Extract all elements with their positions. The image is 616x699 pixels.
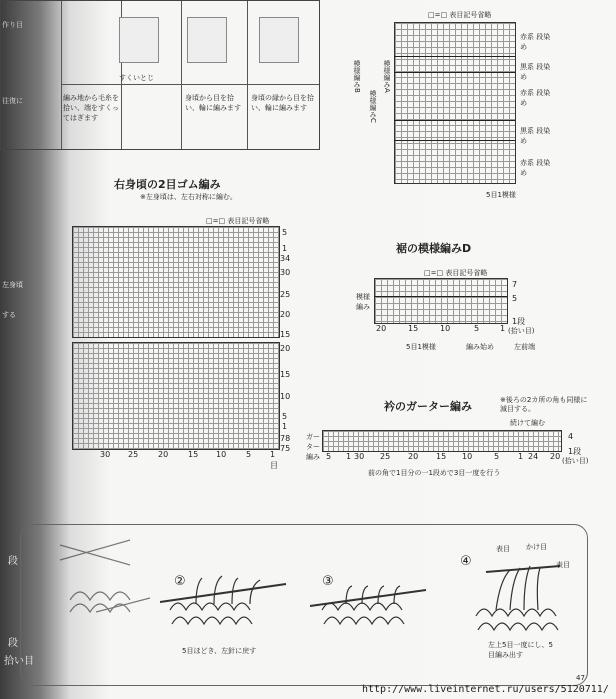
annotation: 赤系 段染め — [520, 89, 551, 107]
tick: 1 — [346, 452, 352, 461]
tick: 1 — [500, 324, 506, 333]
tick: 10 — [440, 324, 451, 333]
tick: 78 — [280, 434, 291, 443]
tick: 1段 — [568, 447, 582, 456]
tick: 1 — [518, 452, 524, 461]
margin-label: する — [2, 311, 16, 319]
tick: 10 — [280, 392, 291, 401]
chart-legend: □=□ 表目記号省略 — [206, 217, 270, 225]
table-text: 身頃の縁から目を拾い、輪に編みます — [251, 94, 314, 112]
tick: 5 — [326, 452, 332, 461]
step2-illustration — [160, 576, 286, 624]
step-number: ③ — [322, 574, 334, 589]
source-url: http://www.liveinternet.ru/users/5120711/ — [362, 684, 609, 695]
vertical-label: 模様編みC — [369, 90, 377, 123]
tick: 15 — [436, 452, 447, 461]
step-label: 表目 — [496, 545, 510, 553]
chart-note: ※後ろの2カ所の角も同様に減目する。 — [500, 396, 588, 413]
table-text: 編み地から毛糸を拾い、端をすくってはぎます — [63, 94, 119, 122]
chart-legend: □=□ 表目記号省略 — [424, 269, 488, 277]
annotation: 黒系 段染め — [520, 127, 551, 145]
tick: 24 — [528, 452, 539, 461]
annotation: 黒系 段染め — [520, 63, 551, 81]
chart-legend: □=□ 表目記号省略 — [428, 11, 492, 19]
tick: 5 — [494, 452, 500, 461]
step-number: ④ — [460, 554, 472, 569]
tick: 25 — [280, 290, 291, 299]
chart-title: 裾の模様編みD — [396, 242, 472, 255]
margin-label: 段 — [8, 638, 18, 649]
table-caption: すくいとじ — [119, 74, 154, 82]
tick: 1 — [282, 244, 288, 253]
tick: 15 — [280, 330, 291, 339]
margin-label: 作り目 — [2, 21, 23, 29]
tick: 34 — [280, 254, 291, 263]
tick: 1 — [282, 422, 288, 431]
tick: 20 — [550, 452, 561, 461]
tick: 1段 — [512, 317, 526, 326]
tick: 5 — [282, 412, 288, 421]
tick: 25 — [128, 450, 139, 459]
tick: 5 — [282, 228, 288, 237]
step-label: かけ目 — [526, 543, 547, 551]
tick: 目 — [270, 461, 278, 470]
side-label: ガーター編み — [306, 433, 320, 461]
bottom-label: 5目1模様 — [406, 343, 436, 351]
bottom-label: 5目1模様 — [486, 191, 516, 199]
tick: 20 — [280, 344, 291, 353]
tick: 5 — [246, 450, 252, 459]
tick: 5 — [512, 294, 518, 303]
tick: 20 — [158, 450, 169, 459]
step-number: ② — [174, 574, 186, 589]
tick: 15 — [188, 450, 199, 459]
tick: 20 — [376, 324, 387, 333]
top-label: 続けて編む — [510, 419, 545, 427]
step-label: 表目 — [556, 561, 570, 569]
tick: 15 — [280, 370, 291, 379]
margin-label: 段 — [8, 556, 18, 567]
annotation: 赤系 段染め — [520, 159, 551, 177]
chart-title: 右身頃の2目ゴム編み — [114, 178, 221, 191]
bottom-label: 左前端 — [514, 343, 535, 351]
chart-subtitle: ※左身頃は、左右対称に編む。 — [140, 193, 237, 201]
tick: 75 — [280, 444, 291, 453]
tick: 30 — [280, 268, 291, 277]
margin-label: 左身頃 — [2, 281, 23, 289]
side-label: 模様編み — [356, 293, 370, 311]
tick: 15 — [408, 324, 419, 333]
tick: 30 — [354, 452, 365, 461]
table-text: 身頃から目を拾い、輪に編みます — [185, 94, 241, 112]
tick: 25 — [380, 452, 391, 461]
step-caption: 5目ほどき、左針に戻す — [182, 647, 257, 655]
vertical-label: 模様編みB — [353, 60, 361, 93]
tick: (拾い目) — [508, 327, 535, 335]
annotation: 赤系 段染め — [520, 33, 551, 51]
tick: 20 — [280, 310, 291, 319]
tick: 5 — [474, 324, 480, 333]
tick: (拾い目) — [562, 457, 589, 465]
bottom-label: 編み始め — [466, 343, 494, 351]
step4-illustration — [476, 566, 560, 630]
step3-illustration — [310, 586, 426, 624]
page-number: 47 — [576, 674, 585, 682]
vertical-label: 模様編みA — [383, 60, 391, 93]
tick: 10 — [462, 452, 473, 461]
tick: 4 — [568, 432, 574, 441]
margin-label: 往復に — [2, 97, 23, 105]
step1-illustration — [60, 540, 150, 612]
chart-title: 衿のガーター編み — [384, 400, 472, 413]
step-caption: 左上5目一度にし、5目編み出す — [488, 641, 553, 659]
tick: 30 — [100, 450, 111, 459]
tick: 1 — [270, 450, 276, 459]
tick: 20 — [408, 452, 419, 461]
tick: 7 — [512, 280, 518, 289]
bottom-note: 前の角で1目分の一1段めで3目一度を行う — [368, 469, 501, 477]
tick: 10 — [216, 450, 227, 459]
margin-label: 拾い目 — [4, 656, 34, 667]
